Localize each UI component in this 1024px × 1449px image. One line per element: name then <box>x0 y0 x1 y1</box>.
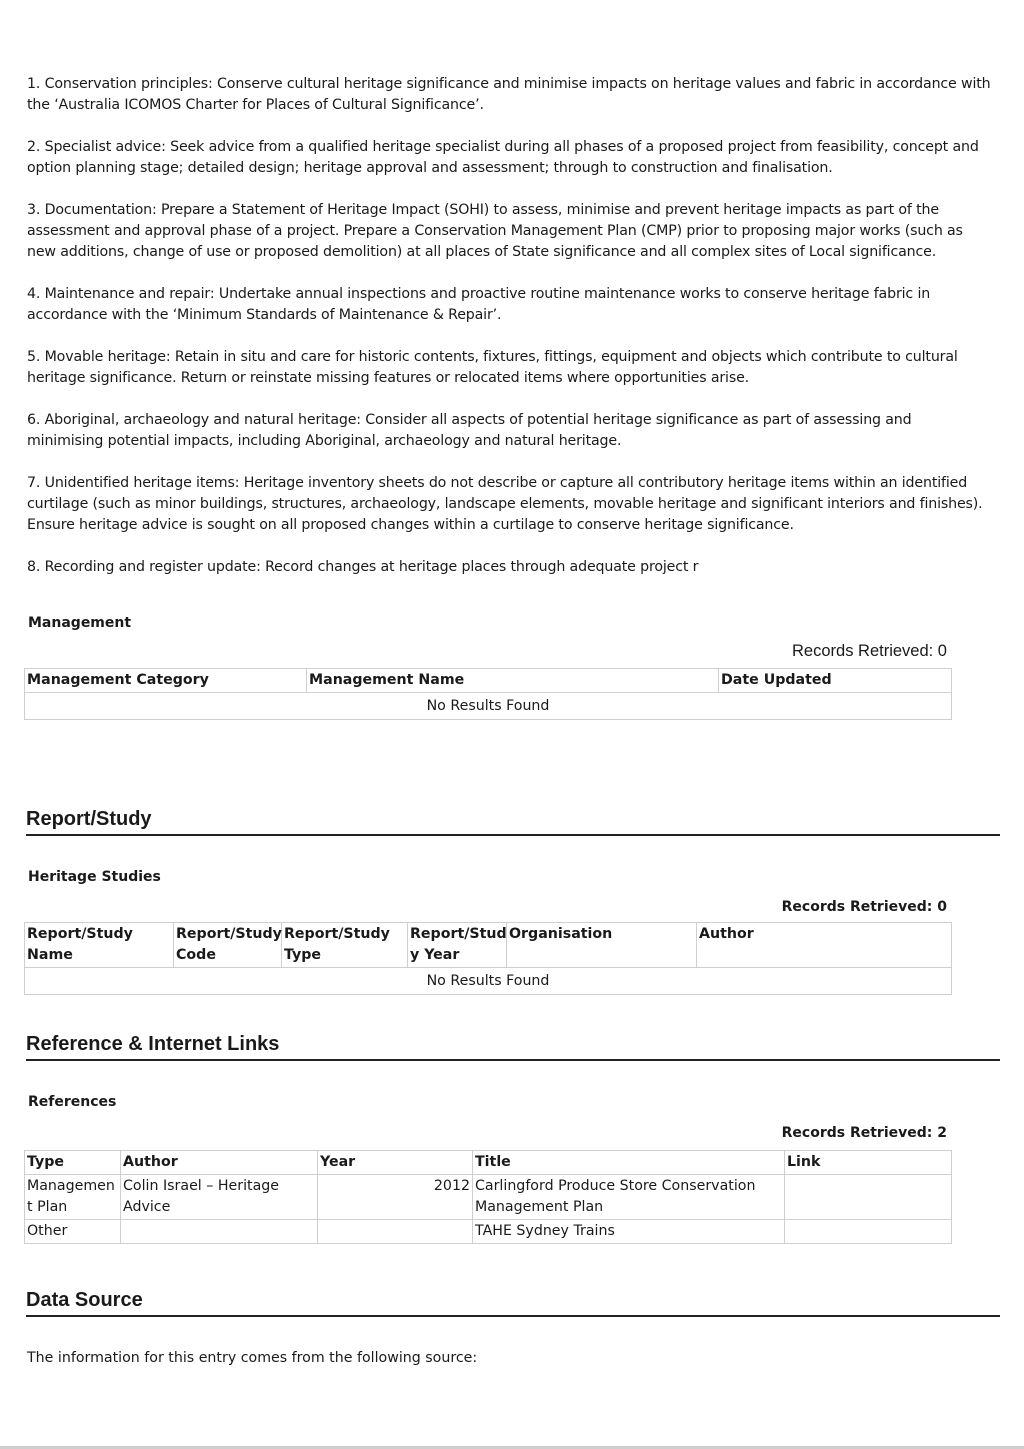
management-records-count: Records Retrieved: 0 <box>792 642 947 660</box>
column-header: Report/Stud y Year <box>408 923 507 968</box>
table-row <box>25 968 952 995</box>
references-heading: References <box>28 1094 117 1110</box>
principle-paragraph: 8. Recording and register update: Record changes at heritage places through adequate project r <box>27 559 699 575</box>
reference-link-cell[interactable] <box>785 1175 952 1220</box>
table-header-row <box>25 923 952 968</box>
management-table <box>24 668 952 720</box>
management-heading: Management <box>28 615 132 631</box>
principle-paragraph: 5. Movable heritage: Retain in situ and care for historic contents, fixtures, fittings, equipment and objects which contribute to cultural heritage significance. Return or reinstate missing features or relocated items where opportunities arise. <box>27 349 958 386</box>
column-header: Link <box>785 1151 952 1175</box>
column-header: Author <box>697 923 952 968</box>
data-source-text: The information for this entry comes from the following source: <box>27 1350 478 1366</box>
principle-paragraph: 3. Documentation: Prepare a Statement of Heritage Impact (SOHI) to assess, minimise and prevent heritage impacts as part of the assessment and approval phase of a project. Prepare a Conservation Management Plan (CMP) prior to proposing major works (such as new additions, change of use or proposed demolition) at all places of State significance and all complex sites of Local significance. <box>27 202 963 260</box>
reference-link-cell[interactable] <box>785 1220 952 1244</box>
report-study-section-heading: Report/Study <box>26 808 1000 836</box>
references-table <box>24 1150 952 1244</box>
column-header: Year <box>318 1151 473 1175</box>
principle-paragraph: 7. Unidentified heritage items: Heritage inventory sheets do not describe or capture all contributory heritage items within an identified curtilage (such as minor buildings, structures, archaeology, landscape elements, movable heritage and significant interiors and finishes). Ensure heritage advice is sought on all proposed changes within a curtilage to conserve heritage significance. <box>27 475 983 533</box>
column-header: Management Category <box>25 669 307 693</box>
column-header: Report/Study Code <box>174 923 282 968</box>
reference-year-cell: 2012 <box>318 1175 473 1220</box>
heritage-studies-heading: Heritage Studies <box>28 869 161 885</box>
column-header: Organisation <box>507 923 697 968</box>
no-results-cell: No Results Found <box>25 968 952 995</box>
column-header: Author <box>121 1151 318 1175</box>
table-row <box>25 1220 952 1244</box>
reference-type-cell: Other <box>25 1220 121 1244</box>
principle-paragraph: 1. Conservation principles: Conserve cultural heritage significance and minimise impacts on heritage values and fabric in accordance with the ‘Australia ICOMOS Charter for Places of Cultural Significance’. <box>27 76 991 113</box>
reference-year-cell <box>318 1220 473 1244</box>
reference-type-cell: Managemen t Plan <box>25 1175 121 1220</box>
table-row <box>25 693 952 720</box>
column-header: Report/Study Type <box>282 923 408 968</box>
heritage-studies-table <box>24 922 952 995</box>
principle-paragraph: 6. Aboriginal, archaeology and natural heritage: Consider all aspects of potential heritage significance as part of assessing and minimising potential impacts, including Aboriginal, archaeology and natural heritage. <box>27 412 912 449</box>
column-header: Title <box>473 1151 785 1175</box>
no-results-cell: No Results Found <box>25 693 952 720</box>
reference-author-cell <box>121 1220 318 1244</box>
heritage-studies-records-count: Records Retrieved: 0 <box>781 899 947 915</box>
data-source-section-heading: Data Source <box>26 1289 1000 1317</box>
column-header: Report/Study Name <box>25 923 174 968</box>
references-section-heading: Reference & Internet Links <box>26 1033 1000 1061</box>
reference-title-cell: Carlingford Produce Store Conservation Management Plan <box>473 1175 785 1220</box>
column-header: Date Updated <box>719 669 952 693</box>
principles-list <box>27 74 992 599</box>
principle-paragraph: 2. Specialist advice: Seek advice from a qualified heritage specialist during all phases of a proposed project from feasibility, concept and option planning stage; detailed design; heritage approval and assessment; through to construction and finalisation. <box>27 139 979 176</box>
table-row <box>25 1175 952 1220</box>
reference-author-cell: Colin Israel – Heritage Advice <box>121 1175 318 1220</box>
column-header: Type <box>25 1151 121 1175</box>
references-records-count: Records Retrieved: 2 <box>781 1125 947 1141</box>
column-header: Management Name <box>307 669 719 693</box>
principle-paragraph: 4. Maintenance and repair: Undertake annual inspections and proactive routine maintenance works to conserve heritage fabric in accordance with the ‘Minimum Standards of Maintenance & Repair’. <box>27 286 931 323</box>
reference-title-cell: TAHE Sydney Trains <box>473 1220 785 1244</box>
table-header-row <box>25 669 952 693</box>
table-header-row <box>25 1151 952 1175</box>
